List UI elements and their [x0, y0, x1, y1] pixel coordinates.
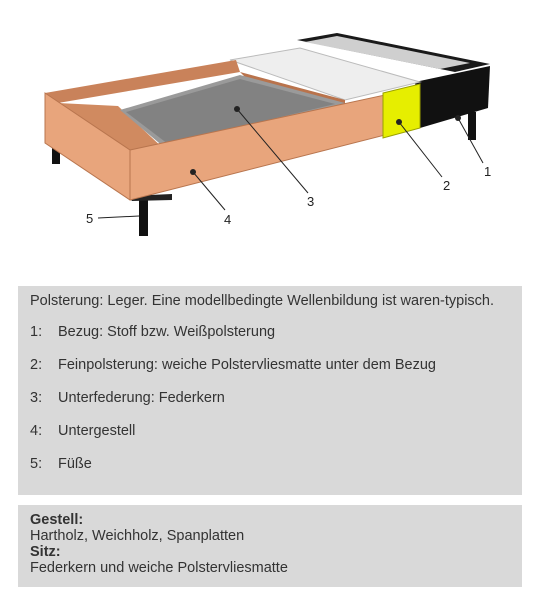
- legend-text: Unterfederung: Federkern: [58, 389, 225, 406]
- legend-text: Feinpolsterung: weiche Polstervliesmatte unter dem Bezug: [58, 356, 436, 373]
- sitz-title: Sitz:: [30, 544, 61, 560]
- callout-dot-4: [190, 169, 196, 175]
- gestell-text: Hartholz, Weichholz, Spanplatten: [30, 528, 245, 544]
- callout-line-5: [98, 216, 139, 218]
- legend-item: [30, 414, 510, 447]
- legend-number: 3:: [30, 389, 43, 406]
- callout-dot-3: [234, 106, 240, 112]
- legend-item: [30, 381, 510, 414]
- bed-cross-section-illustration: [0, 0, 539, 270]
- legend-text: Bezug: Stoff bzw. Weißpolsterung: [58, 323, 276, 340]
- callout-dot-2: [396, 119, 402, 125]
- sitz-text: Federkern und weiche Polstervliesmatte: [30, 560, 288, 576]
- callout-label-4: 4: [224, 212, 232, 227]
- polsterung-panel: [18, 286, 522, 495]
- black-cover-front: [415, 66, 490, 128]
- legend-text: Untergestell: [58, 422, 136, 439]
- yellow-foam-layer: [383, 84, 420, 138]
- callout-label-2: 2: [443, 178, 451, 193]
- legend-number: 2:: [30, 356, 43, 373]
- legend-number: 5:: [30, 455, 43, 472]
- legend-item: [30, 348, 510, 381]
- leg-back-right: [468, 112, 476, 140]
- material-panel: [18, 505, 522, 587]
- gestell-title: Gestell:: [30, 512, 84, 528]
- legend-number: 1:: [30, 323, 43, 340]
- callout-label-3: 3: [307, 194, 315, 209]
- leg-front-left: [139, 198, 148, 236]
- callout-line-2: [399, 122, 442, 177]
- legend-item: [30, 315, 510, 348]
- legend-text: Füße: [58, 455, 92, 472]
- polsterung-intro: Polsterung: Leger. Eine modellbedingte Wellenbildung ist waren-typisch.: [30, 293, 495, 309]
- legend-item: [30, 447, 510, 480]
- callout-label-1: 1: [484, 164, 492, 179]
- callout-label-5: 5: [86, 211, 94, 226]
- callout-dot-1: [455, 115, 461, 121]
- legend-number: 4:: [30, 422, 43, 439]
